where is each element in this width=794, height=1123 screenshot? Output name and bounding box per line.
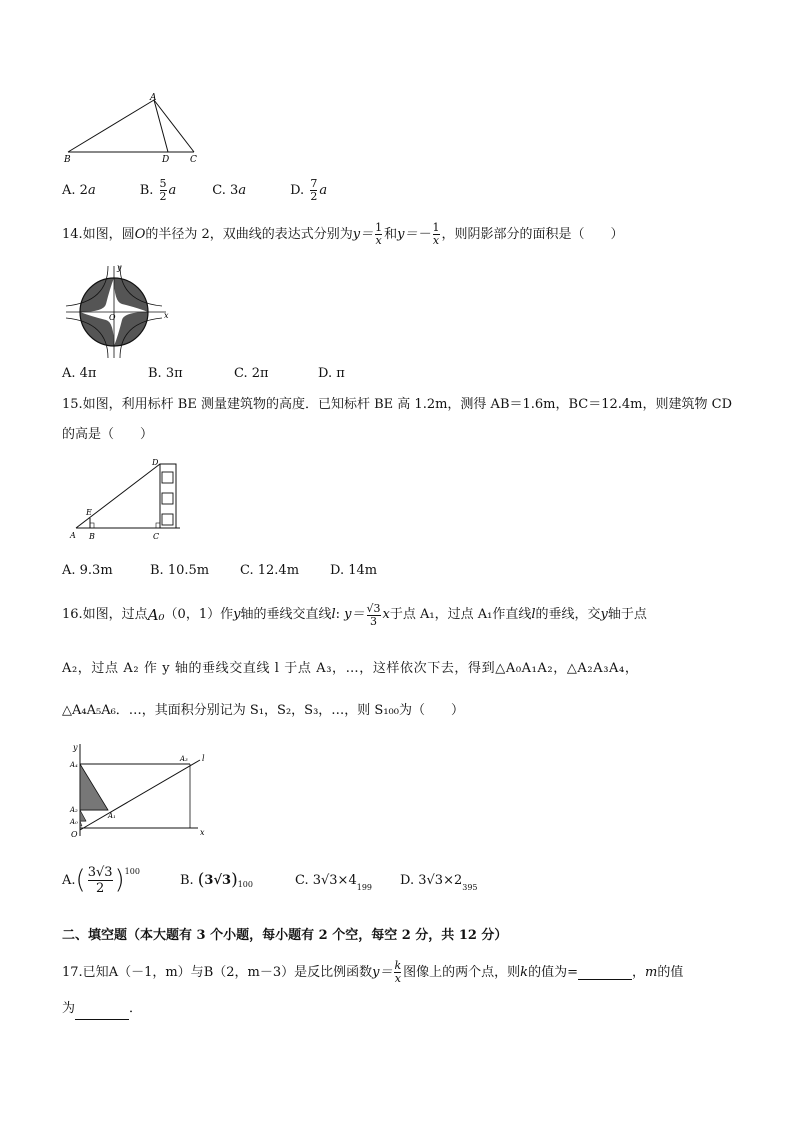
q13-options xyxy=(62,178,353,203)
q15-option-d[interactable]: D. 14m xyxy=(330,563,378,578)
section-heading-fill-in: 二、填空题（本大题有 3 个小题，每小题有 2 个空，每空 2 分，共 12 分） xyxy=(62,928,508,943)
q13-option-a[interactable]: A. 2 a xyxy=(62,183,96,198)
q14-option-b[interactable]: B. 3π xyxy=(148,366,183,381)
q14-label-x: x xyxy=(164,311,169,320)
q17-stem-line1: 17.已知 A（－1，m）与 B（2，m－3）是反比例函数 y＝ $\frac{k}{x}$ 图像上的两个点，则 k 的值为= ， m 的值 xyxy=(62,959,684,985)
q15-building-figure xyxy=(62,456,192,544)
q14-label-o: O xyxy=(109,313,116,322)
q13-label-b: B xyxy=(64,155,71,164)
q14-option-c[interactable]: C. 2π xyxy=(234,366,269,381)
q13-option-b[interactable]: B. $\frac{5}{2}$ a xyxy=(139,177,177,203)
q16-options xyxy=(62,855,504,905)
q13-label-c: C xyxy=(190,155,197,164)
q15-label-d: D xyxy=(152,458,159,467)
q13-label-a: A xyxy=(150,93,157,103)
q15-label-a: A xyxy=(70,531,76,540)
q16-stem-line2: A₂，过点 A₂ 作 y 轴的垂线交直线 l 于点 A₃，…，这样依次下去，得到△A₀A₁A₂，△A₂A₃A₄， xyxy=(62,661,639,676)
q15-option-b[interactable]: B. 10.5m xyxy=(150,563,210,578)
q14-options xyxy=(62,363,371,385)
q16-label-a1: A₁ xyxy=(108,812,116,820)
q16-label-a2: A₂ xyxy=(70,806,78,814)
q15-stem-line2: 的高是（ ） xyxy=(62,427,154,442)
q17-blank-m[interactable] xyxy=(75,1005,129,1020)
q16-label-a4: A₄ xyxy=(70,761,78,769)
q16-label-y: y xyxy=(73,743,78,752)
q15-stem-line1: 15.如图，利用标杆 BE 测量建筑物的高度．已知标杆 BE 高 1.2m，测得 AB＝1.6m，BC＝12.4m，则建筑物 CD xyxy=(62,397,733,412)
q14-option-d[interactable]: D. π xyxy=(318,366,345,381)
q16-option-d[interactable]: D. 3√3×2 $_{395}$ xyxy=(400,872,478,892)
q14-circle-hyperbola-figure xyxy=(62,262,172,360)
q15-option-a[interactable]: A. 9.3m xyxy=(62,563,113,578)
q15-label-b: B xyxy=(89,532,95,541)
q16-stem-line3: △A₄A₅A₆．…，其面积分别记为 S₁，S₂，S₃，…，则 S₁₀₀为（ ） xyxy=(62,703,464,718)
q16-label-x: x xyxy=(200,828,205,837)
q15-label-c: C xyxy=(153,532,160,541)
q16-option-c[interactable]: C. 3√3×4 $_{199}$ xyxy=(294,872,373,892)
q13-label-d: D xyxy=(162,155,170,164)
q16-label-l: l xyxy=(202,754,205,763)
q16-label-o: O xyxy=(71,830,78,839)
q15-label-e: E xyxy=(86,508,92,517)
q13-option-d[interactable]: D. $\frac{7}{2}$ a xyxy=(290,177,328,203)
q16-coordinate-figure xyxy=(62,740,212,840)
q14-stem: 14.如图，圆 O 的半径为 2，双曲线的表达式分别为 y＝ $\frac{1}{x}$ 和 y＝－ $\frac{1}{x}$ ，则阴影部分的面积是（ ） xyxy=(62,221,624,247)
q17-blank-k[interactable] xyxy=(578,965,632,980)
q17-stem-line2: 为 ． xyxy=(62,998,744,1020)
q16-stem-line1: 16.如图，过点 A₀ （0，1）作 y 轴的垂线交直线 l : y＝ $\frac{√3}{3}$ x 于点 A₁，过点 A₁作直线 l 的垂线，交 y 轴于点 xyxy=(62,601,647,628)
q16-option-b[interactable]: B. ( 3√3 ) $_{100}$ xyxy=(179,870,253,890)
q16-option-a[interactable]: A. ( $\frac{3√3}{2}$ ) $^{100}$ xyxy=(62,864,140,896)
q13-triangle-figure xyxy=(62,92,212,164)
q15-options xyxy=(62,560,403,582)
q14-label-y: y xyxy=(117,263,122,272)
q16-label-a0: A₀ xyxy=(70,818,78,826)
q13-option-c[interactable]: C. 3 a xyxy=(212,183,247,198)
q14-option-a[interactable]: A. 4π xyxy=(62,366,97,381)
q16-label-a3: A₃ xyxy=(180,755,188,763)
q15-option-c[interactable]: C. 12.4m xyxy=(240,563,300,578)
